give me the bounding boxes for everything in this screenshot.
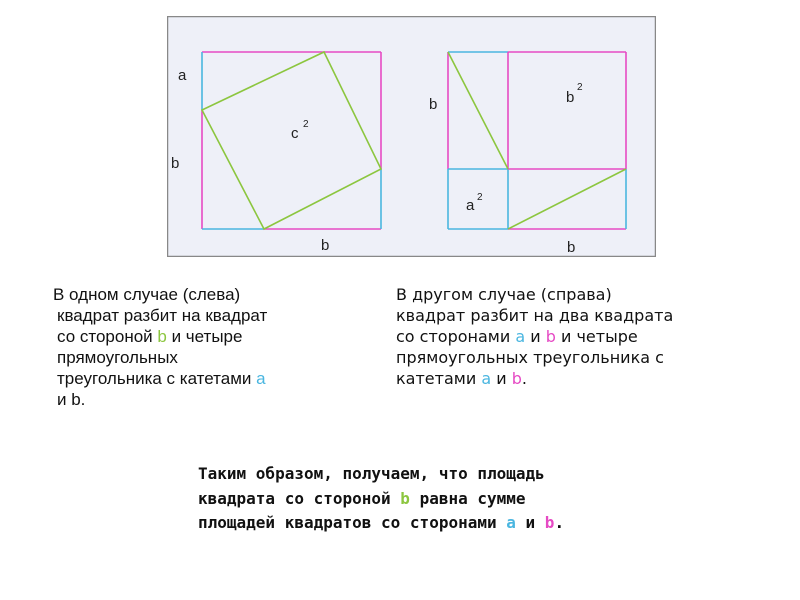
highlight-b: b — [400, 488, 410, 508]
conclusion-line-1: Таким образом, получаем, что площадь — [198, 464, 545, 483]
label-right-a-sq-exp: 2 — [477, 192, 483, 203]
right-text-line-5: катетами a и b. — [396, 369, 527, 388]
right-text-line-4: прямоугольных треугольника с — [396, 348, 664, 367]
right-case-description — [396, 284, 756, 389]
conclusion-text — [198, 462, 718, 536]
conclusion-line-2: квадрата со стороной b равна сумме — [198, 488, 526, 508]
label-right-b-bottom: b — [567, 239, 576, 256]
left-case-description — [53, 284, 353, 410]
right-text-line-1: В другом случае (справа) — [396, 285, 612, 304]
label-right-b-side: b — [429, 96, 438, 113]
highlight-a: a — [256, 369, 266, 388]
label-left-a: a — [178, 67, 187, 84]
label-left-c-exp: 2 — [303, 119, 309, 130]
highlight-b: b — [157, 327, 167, 346]
label-right-a-sq: a — [466, 197, 475, 214]
left-text-line-2: квадрат разбит на квадрат — [57, 306, 268, 325]
left-text-line-5: треугольника с катетами a — [57, 369, 266, 388]
highlight-b: b — [545, 327, 556, 346]
highlight-b: b — [511, 369, 522, 388]
left-text-line-4: прямоугольных — [57, 348, 178, 367]
highlight-a: a — [506, 513, 516, 532]
conclusion-line-3: площадей квадратов со сторонами a и b. — [198, 513, 565, 532]
label-left-b-side: b — [171, 155, 180, 172]
left-text-line-1: В одном случае (слева) — [53, 285, 241, 304]
label-right-b-sq: b — [566, 89, 575, 106]
label-right-b-sq-exp: 2 — [577, 82, 583, 93]
left-text-line-6: и b. — [57, 390, 86, 409]
pythagorean-proof-figure — [167, 16, 656, 257]
right-text-line-3: со сторонами a и b и четыре — [396, 327, 638, 346]
left-text-line-3: со стороной b и четыре — [57, 327, 243, 346]
highlight-a: a — [515, 327, 526, 346]
highlight-a: a — [481, 369, 492, 388]
highlight-b: b — [544, 513, 555, 532]
label-left-b-bottom: b — [321, 237, 330, 254]
label-left-c: c — [291, 125, 299, 142]
right-text-line-2: квадрат разбит на два квадрата — [396, 306, 674, 325]
